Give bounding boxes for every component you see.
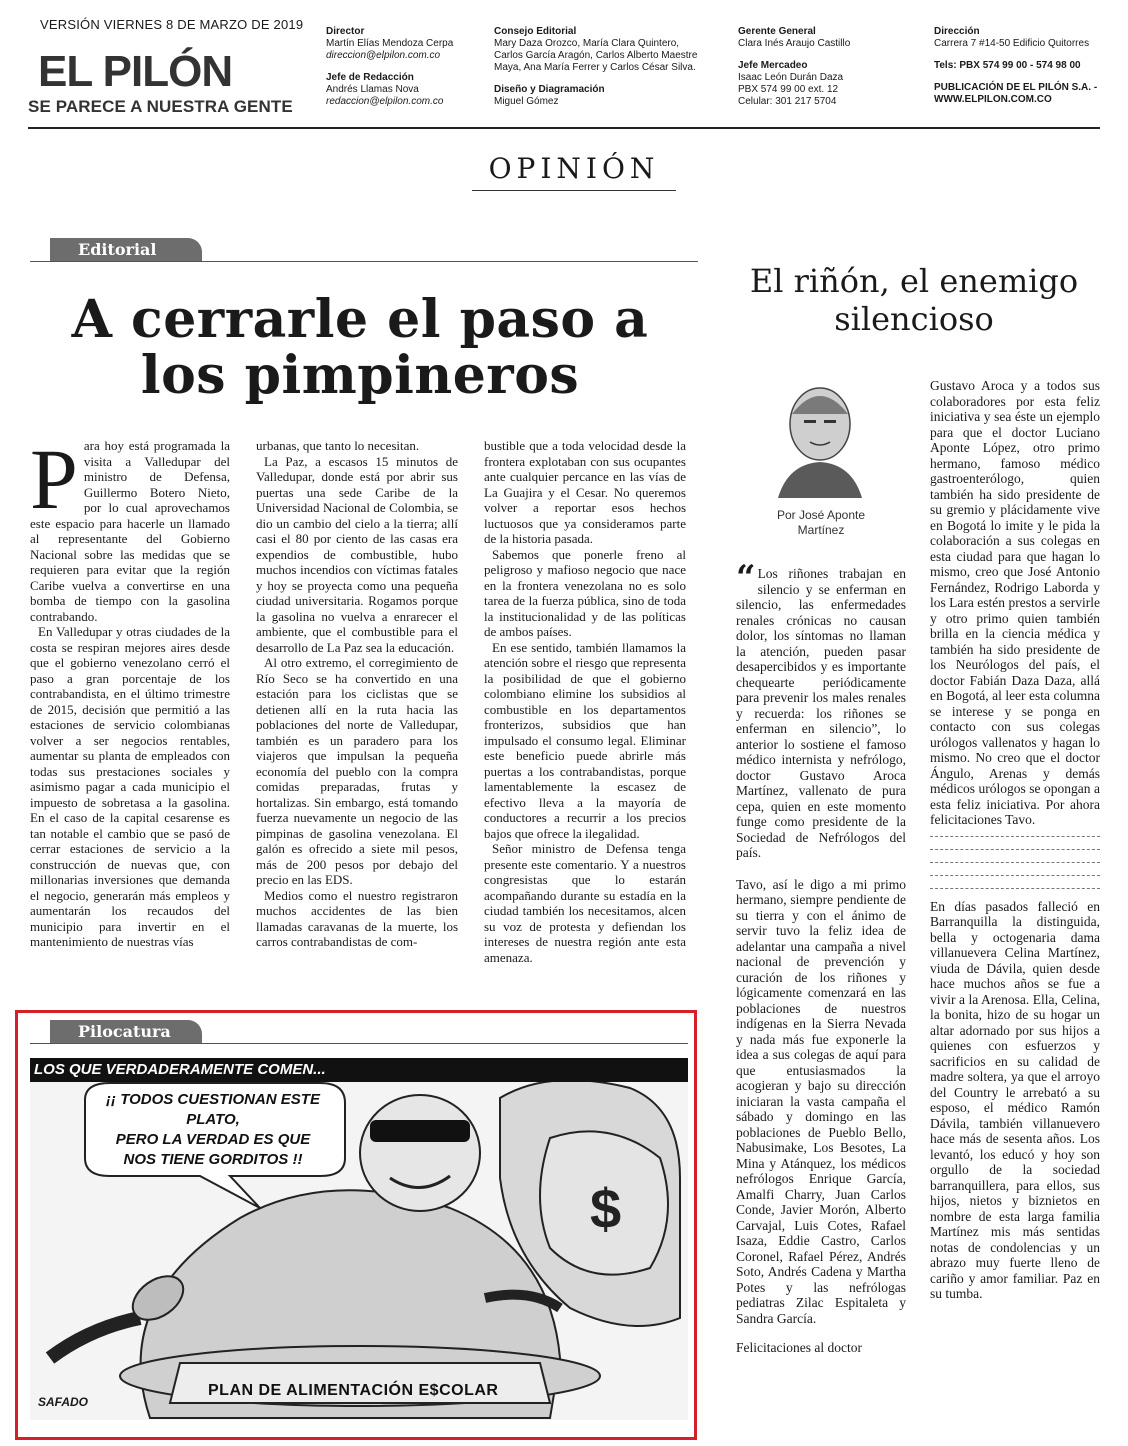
staff-title: Consejo Editorial xyxy=(494,26,577,37)
pilocatura-tab: Pilocatura xyxy=(50,1020,202,1044)
redaccion-email-link[interactable]: redaccion@elpilon.com.co xyxy=(326,96,444,107)
drop-cap: P xyxy=(30,431,78,527)
paragraph: Medios como el nuestro registraron muchos accidentes de las bien llamadas caravanas de la muerte, los carros contrabandistas de com- xyxy=(256,887,458,949)
paragraph: Sabemos que ponerle freno al peligroso y mafioso negocio que nace en la frontera venezolana no es solo tarea de la fuerza pública, sino de toda la institucionalidad y de las políticas de ambos países. xyxy=(484,546,686,639)
staff-title: Jefe de Redacción xyxy=(326,72,414,83)
edition-date: VERSIÓN VIERNES 8 DE MARZO DE 2019 xyxy=(40,17,304,32)
paragraph: Felicitaciones al doctor xyxy=(736,1340,862,1355)
staff-name: Mary Daza Orozco, María Clara Quintero, xyxy=(494,38,680,49)
staff-name: Maya, Ana María Ferrer y Carlos César Silva. xyxy=(494,62,696,73)
divider-dashes xyxy=(930,849,1100,850)
staff-name: Andrés Llamas Nova xyxy=(326,84,419,95)
paragraph: Tavo, así le digo a mi primo hermano, siempre pendiente de su tierra y con el ánimo de servir tuvo la feliz idea de adelantar una campaña a nivel nacional de prevención y curación de los riñones y lógicamente comenzará en las poblaciones de nuestros indígenas en la Sierra Nevada y nada más fue exponerle la idea a sus colegas de aquí para que entusiasmados la acogieran y bajo su dirección iniciaran la vasta campaña el sábado y domingo en las poblaciones de Pueblo Bello, Nabusimake, Los Besotes, La Mina y Atánquez, los médicos nefrólogos Enrique García, Amalfi Charry, Juan Carlos Conde, Javier Morón, Alberto Carvajal, Luis Cotes, Rafael Isaza, Eddie Castro, Carlos Coronel, Rafael Pérez, Andrés Soto, Andrés Cadena y Martha Potes y las nefrólogas pediatras Zilac Espitaleta y Sandra García. xyxy=(736,876,906,1326)
paragraph: Señor ministro de Defensa tenga presente este comentario. Y a nuestros congresistas que lo estarán acompañando durante su estadía en la ciudad también los necesitamos, alcen su voz de protesta y defiendan los intereses de nuestra región ante esta amenaza. xyxy=(484,841,686,965)
byline-line: Por José Aponte xyxy=(776,508,866,522)
staff-name: Clara Inés Araujo Castillo xyxy=(738,38,851,49)
staff-title: Jefe Mercadeo xyxy=(738,60,808,71)
author-portrait-icon xyxy=(778,378,862,498)
staff-name: Martín Elías Mendoza Cerpa xyxy=(326,38,454,49)
divider-dashes xyxy=(930,875,1100,876)
staff-director xyxy=(326,26,486,108)
bubble-line: PERO LA VERDAD ES QUE xyxy=(115,1131,311,1148)
paragraph: En días pasados falleció en Barranquilla la distinguida, bella y octogenaria dama villanuevera Celina Martínez, viuda de Dávila, quien desde hace muchos años se fue a vivir a la Arenosa. Ella, Celina, la bonita, hizo de su hogar un altar adornado por sus hijos a quienes con esfuerzos y sacrificios en su calidad de madre soltera, ya que el arroyo del Country le arrebató a su esposo, el médico Ramón Dávila, también villanuevero hace más de sesenta años. Los levantó, los educó y hoy son orgullo de la sociedad barranquillera, para ellos, sus hijos, nietos y biznietos en nombre de esta larga familia Martínez mis más sentidas notas de condolencias y un abrazo muy fuerte lleno de cariño y amor familiar. Paz en su tumba. xyxy=(930,898,1100,1301)
cartoon-caption: LOS QUE VERDADERAMENTE COMEN... xyxy=(30,1058,688,1082)
column-text-a xyxy=(736,558,906,1356)
cartoon-speech-bubble xyxy=(88,1090,338,1170)
section-title: OPINIÓN xyxy=(488,152,660,185)
staff-phone: PBX 574 99 00 ext. 12 xyxy=(738,84,839,95)
divider-dashes xyxy=(930,862,1100,863)
website-link[interactable]: WWW.ELPILON.COM.CO xyxy=(934,94,1052,105)
staff-name: Carlos García Aragón, Carlos Alberto Maestre xyxy=(494,50,698,61)
phones: Tels: PBX 574 99 00 - 574 98 00 xyxy=(934,60,1081,71)
headline-line: silencioso xyxy=(834,300,994,338)
staff-title: Gerente General xyxy=(738,26,816,37)
headline-line: A cerrarle el paso a xyxy=(71,289,649,350)
staff-phone: Celular: 301 217 5704 xyxy=(738,96,837,107)
director-email-link[interactable]: direccion@elpilon.com.co xyxy=(326,50,441,61)
divider-dashes xyxy=(930,888,1100,889)
staff-title: Diseño y Diagramación xyxy=(494,84,605,95)
paragraph: En ese sentido, también llamamos la atención sobre el riesgo que representa la posibilidad de que el gobierno colombiano elimine los subsidios al combustible en los departamentos fronterizos, subsidios que han impulsado el consumo legal. Eliminar este beneficio puede abrirle más puertas a los contrabandistas, porque lamentablemente la escasez de efectivo lleva a la mayoría de conductores a recurrir a los precios bajos que ofrece la ilegalidad. xyxy=(484,639,686,841)
paragraph: Al otro extremo, el corregimiento de Río Seco se ha convertido en una estación para los ciclistas que se detienen allí en la ruta hacia las poblaciones del norte de Valledupar, también es un paradero para los viajeros que impulsan la pequeña economía del pueblo con la compra comidas preparadas, frutas y hortalizas. Sin embargo, está tomando fuerza nuevamente un negocio de las pimpinas de gasolina venezolana. El galón es ofrecido a siete mil pesos, más de 200 pesos por debajo del precio en las EDS. xyxy=(256,655,458,887)
staff-title: Director xyxy=(326,26,365,37)
author-byline xyxy=(762,508,880,538)
paragraph: bustible que a toda velocidad desde la frontera explotaban con sus ocupantes ante cualquier percance en las vías de La Guajira y el Cesar. No queremos volver a reportar esos hechos luctuosos que ya consideramos parte de la historia pasada. xyxy=(484,438,686,546)
address: Carrera 7 #14-50 Edificio Quitorres xyxy=(934,38,1090,49)
paragraph: Los riñones trabajan en silencio y se enferman en silencio, las enfermedades renales crónicas no causan dolor, los síntomas no llaman la atención, pueden pasar desapercibidos y es importante chequearte periódicamente para prevenir los males renales y recuerda: los riñones se enferman en silencio”, lo anterior lo sostiene el famoso médico internista y nefrólogo, doctor Gustavo Aroca Martínez, vallenato de pura cepa, quien en este momento funge como presidente de la Sociedad de Nefrólogos del país. xyxy=(736,566,906,860)
newspaper-logo: EL PILÓN xyxy=(38,47,233,96)
byline-line: Martínez xyxy=(797,523,845,537)
headline-line: El riñón, el enemigo xyxy=(749,262,1079,300)
author-photo xyxy=(778,378,862,498)
svg-text:$: $ xyxy=(590,1177,622,1240)
bubble-line: ¡¡ TODOS CUESTIONAN ESTE PLATO, xyxy=(106,1091,320,1128)
newspaper-tagline: SE PARECE A NUESTRA GENTE xyxy=(28,97,293,116)
cartoon-plate-label: PLAN DE ALIMENTACIÓN E$COLAR xyxy=(208,1382,499,1399)
paragraph: La Paz, a escasos 15 minutos de Valledupar, donde está por abrir sus puertas una sede Caribe de la Universidad Nacional de Colombia, se dio un cambio del cielo a la tierra; allí casi el 80 por ciento de las casas era expendios de combustible, hubo muchos incendios con víctimas fatales y hoy se proyecta como una pequeña ciudad universitaria. Rogamos porque la gasolina no vuelva a enrarecer el ambiente, que el combustible para el desarrollo de La Paz sea la educación. xyxy=(256,453,458,655)
section-underline xyxy=(472,190,676,191)
staff-name: Isaac León Durán Daza xyxy=(738,72,844,83)
editorial-column-1 xyxy=(30,431,230,950)
staff-gerencia xyxy=(738,26,908,108)
bubble-line: NOS TIENE GORDITOS !! xyxy=(123,1151,303,1168)
paragraph: urbanas, que tanto lo necesitan. xyxy=(256,438,420,453)
editorial-headline xyxy=(30,289,690,406)
divider-dashes xyxy=(930,836,1100,837)
publisher-line: PUBLICACIÓN DE EL PILÓN S.A. - xyxy=(934,82,1098,93)
masthead-rule xyxy=(28,127,1100,129)
cartoonist-signature: SAFADO xyxy=(38,1395,89,1409)
headline-line: los pimpineros xyxy=(140,345,580,406)
column-text-b xyxy=(930,378,1100,1302)
staff-title: Dirección xyxy=(934,26,980,37)
staff-name: Miguel Gómez xyxy=(494,96,559,107)
paragraph: Gustavo Aroca y a todos sus colaboradores por esta feliz iniciativa y sea éste un ejemplo para que el doctor Luciano Aponte López, otro primo hermano, famoso médico gastroenterólogo, quien también ha sido presidente de su gremio y plácidamente vive en Bogotá lo imite y le pida la colaboración a sus colegas en esta ciudad para que hagan lo mismo, creo que José Antonio Fernández, Rodrigo Laborda y los Lara estén prestos a servirle y otro primo quien también brilla en la ciencia médica y también ha sido presidente de los Neurólogos del país, el doctor Fabián Daza Daza, allá en Bogotá, al leer esta columna se interese y se ponga en contacto con sus colegas urólogos vallenatos y hagan lo mismo. No creo que el doctor Ángulo, Arenas y demás médicos urólogos se opongan a esta feliz iniciativa. Por ahora felicitaciones Tavo. xyxy=(930,378,1100,827)
staff-consejo xyxy=(494,26,724,108)
paragraph: En Valledupar y otras ciudades de la costa se respiran mejores aires desde que el gobierno venezolano cerró el paso a gran porcentaje de los contrabandista, en el último trimestre de 2015, decisión que permitió a las estaciones de servicio colombianas volver a ser negocios rentables, aumentar su planta de empleados con todas sus prestaciones sociales y asimismo pagar a cada municipio el impuesto de sobretasa a la gasolina. En el caso de la capital cesarense es tan notable el cambio que se pasó de cerrar estaciones de servicio a la construcción de nuevas que, con millonarias inversiones que demanda el negocio, generarán más empleos y aumentarán los recaudos del municipio para invertir en el mantenimiento de nuestras vías xyxy=(30,624,230,949)
column-headline xyxy=(716,262,1112,338)
staff-direccion xyxy=(934,26,1104,106)
editorial-rule xyxy=(30,261,698,262)
opening-quote-mark: “ xyxy=(736,558,756,598)
pilocatura-rule xyxy=(30,1043,688,1044)
paragraph: ara hoy está programada la visita a Valledupar del ministro de Defensa, Guillermo Botero Nieto, por lo cual aprovechamos este espacio para hacerle un llamado al representante del Gobierno Nacional sobre las medidas que se requieren para evitar que la región Caribe vuelva a convertirse en una bomba de tiempo con la gasolina contrabando. xyxy=(30,438,230,624)
editorial-column-2 xyxy=(256,438,458,950)
editorial-tab: Editorial xyxy=(50,238,202,262)
editorial-column-3 xyxy=(484,438,686,965)
